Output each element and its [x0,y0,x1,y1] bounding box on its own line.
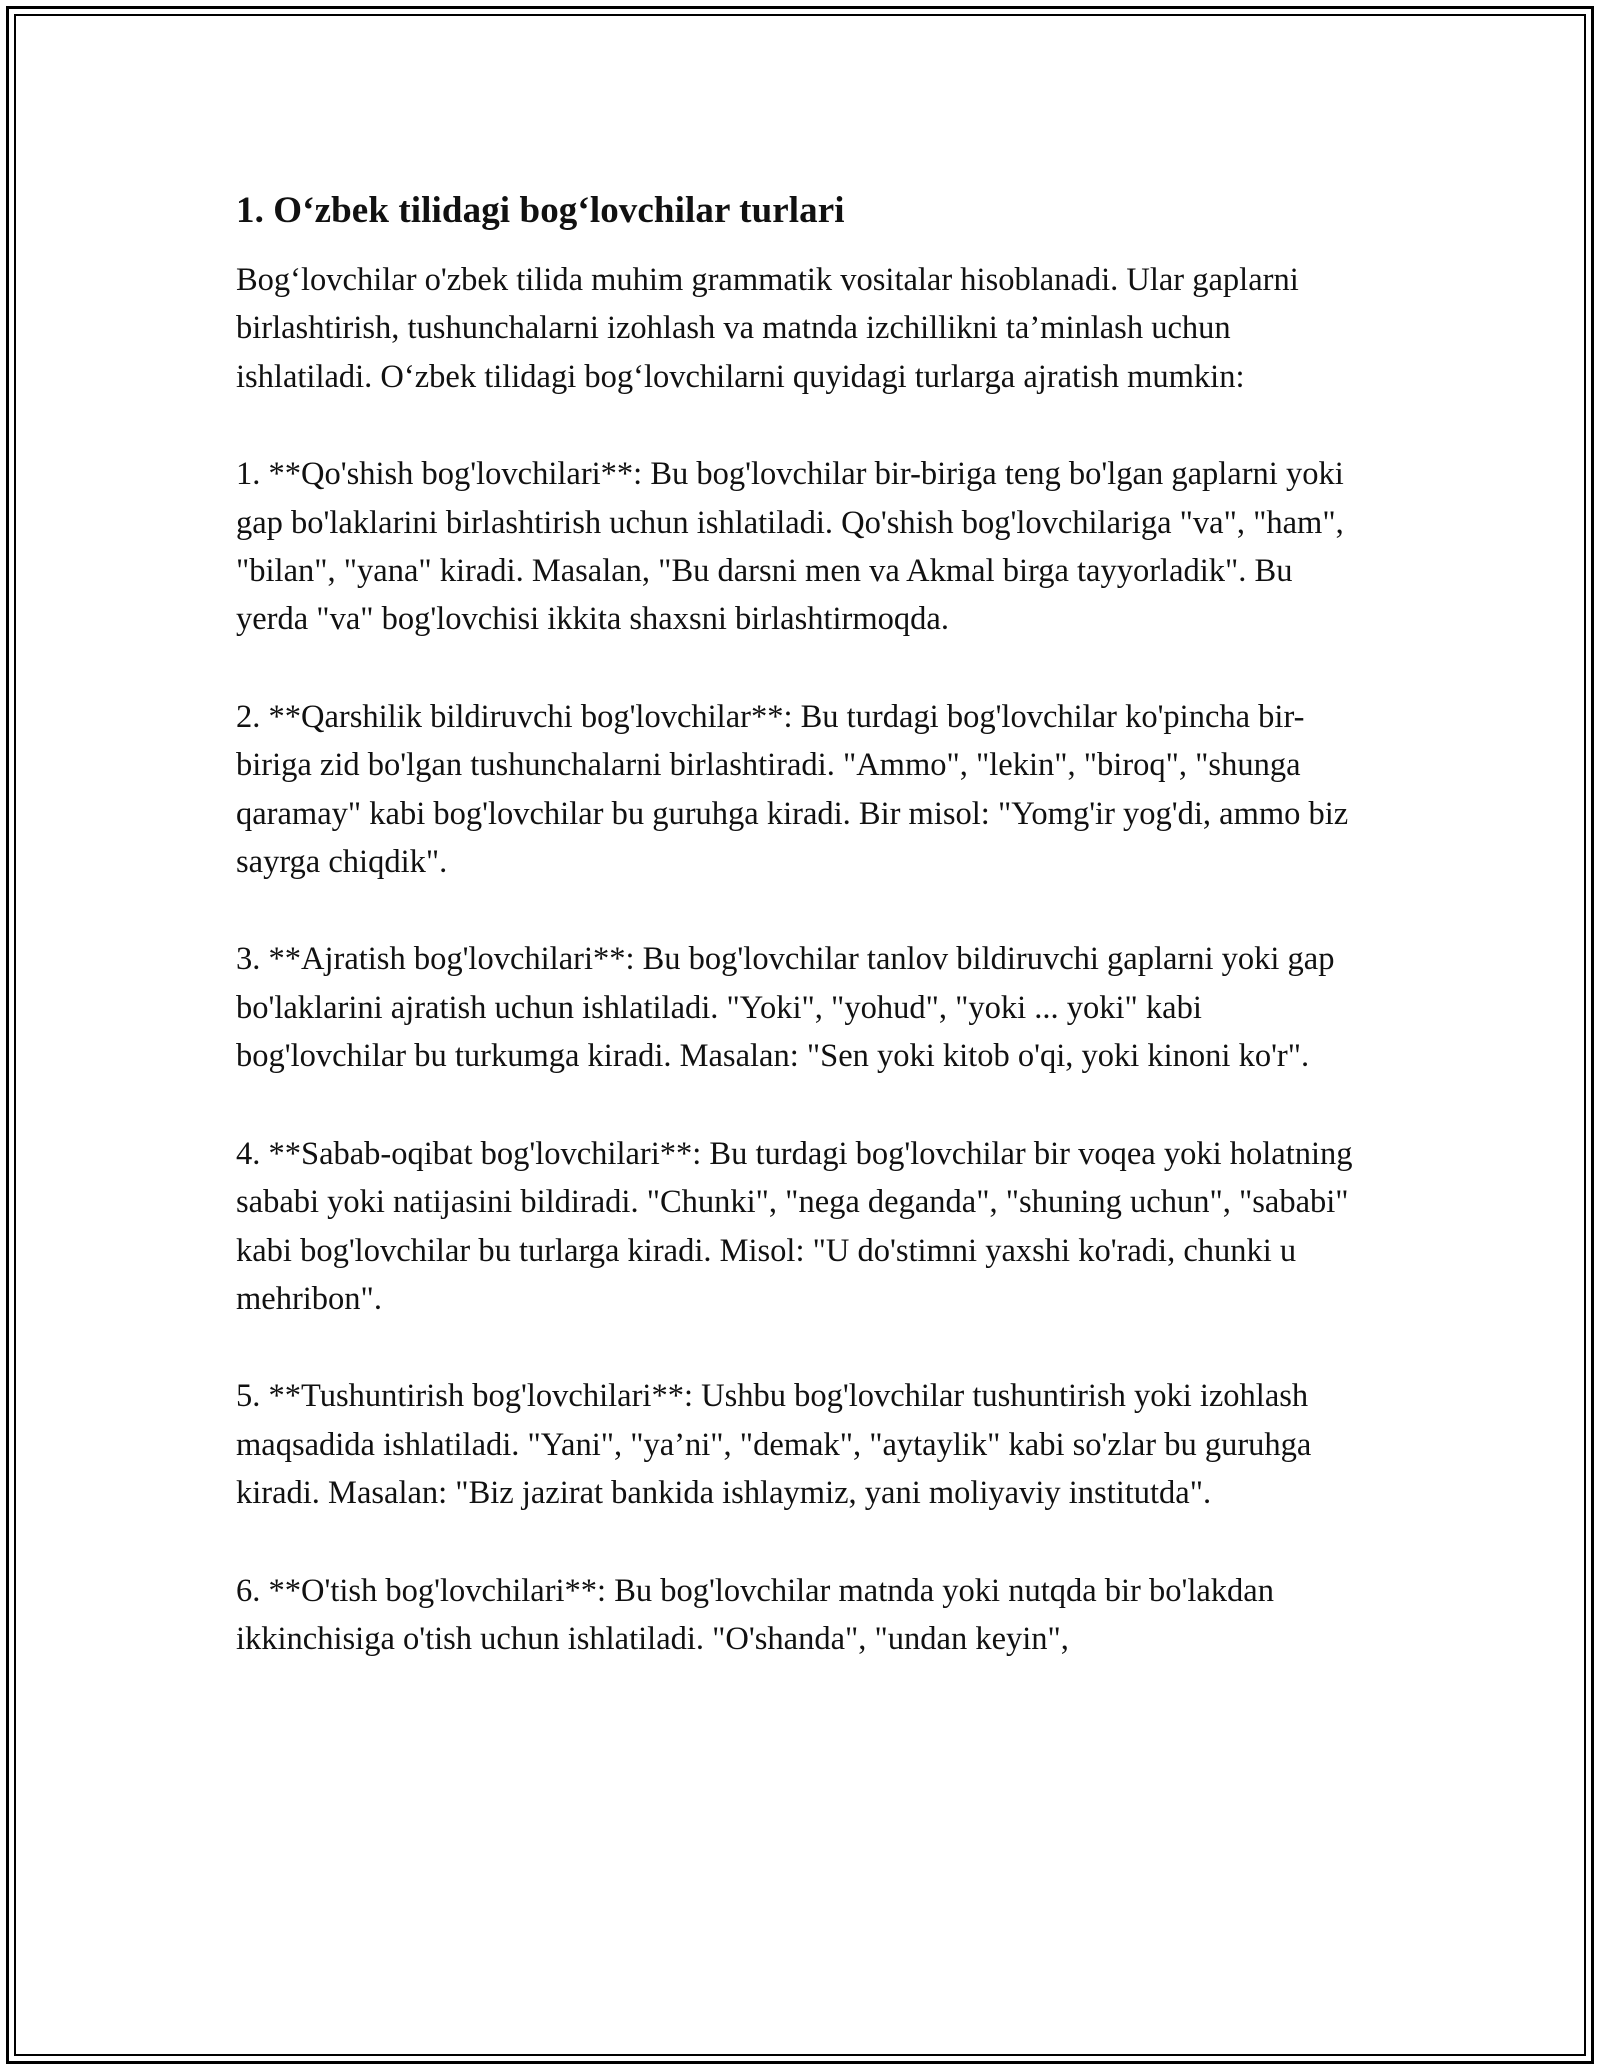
paragraph-qarshilik: 2. **Qarshilik bildiruvchi bog'lovchilar**: Bu turdagi bog'lovchilar ko'pincha bir-biriga zid bo'lgan tushunchalarni birlashtiradi. "Ammo", "lekin", "biroq", "shunga qaramay" kabi bog'lovchilar bu guruhga kiradi. Bir misol: "Yomg'ir yog'di, ammo biz sayrga chiqdik". [236,698,1349,881]
paragraph-tushuntirish: 5. **Tushuntirish bog'lovchilari**: Ushbu bog'lovchilar tushuntirish yoki izohlash maqsadida ishlatiladi. "Yani", "ya’ni", "demak", "aytaylik" kabi so'zlar bu guruhga kiradi. Masalan: "Biz jazirat bankida ishlaymiz, yani moliyaviy institutda". [236,1378,1312,1512]
document-body [236,186,1366,1663]
intro-paragraph: Bog‘lovchilar o'zbek tilida muhim grammatik vositalar hisoblanadi. Ular gaplarni birlashtirish, tushunchalarni izohlash va matnda izchillikni ta’minlash uchun ishlatiladi. O‘zbek tilidagi bog‘lovchilarni quyidagi turlarga ajratish mumkin: [236,262,1299,395]
paragraph-otish: 6. **O'tish bog'lovchilari**: Bu bog'lovchilar matnda yoki nutqda bir bo'lakdan ikkinchisiga o'tish uchun ishlatiladi. "O'shanda", "undan keyin", [236,1572,1274,1657]
paragraph-ajratish: 3. **Ajratish bog'lovchilari**: Bu bog'lovchilar tanlov bildiruvchi gaplarni yoki gap bo'laklarini ajratish uchun ishlatiladi. "Yoki", "yohud", "yoki ... yoki" kabi bog'lovchilar bu turkumga kiradi. Masalan: "Sen yoki kitob o'qi, yoki kinoni ko'r". [236,941,1335,1075]
paragraph-qoshish: 1. **Qo'shish bog'lovchilari**: Bu bog'lovchilar bir-biriga teng bo'lgan gaplarni yoki gap bo'laklarini birlashtirish uchun ishlatiladi. Qo'shish bog'lovchilariga "va", "ham", "bilan", "yana" kiradi. Masalan, "Bu darsni men va Akmal birga tayyorladik". Bu yerda "va" bog'lovchisi ikkita shaxsni birlashtirmoqda. [236,456,1344,638]
section-heading: 1. O‘zbek tilidagi bog‘lovchilar turlari [236,190,845,231]
paragraph-sabab-oqibat: 4. **Sabab-oqibat bog'lovchilari**: Bu turdagi bog'lovchilar bir voqea yoki holatning sababi yoki natijasini bildiradi. "Chunki", "nega deganda", "shuning uchun", "sababi" kabi bog'lovchilar bu turlarga kiradi. Misol: "U do'stimni yaxshi ko'radi, chunki u mehribon". [236,1135,1353,1317]
